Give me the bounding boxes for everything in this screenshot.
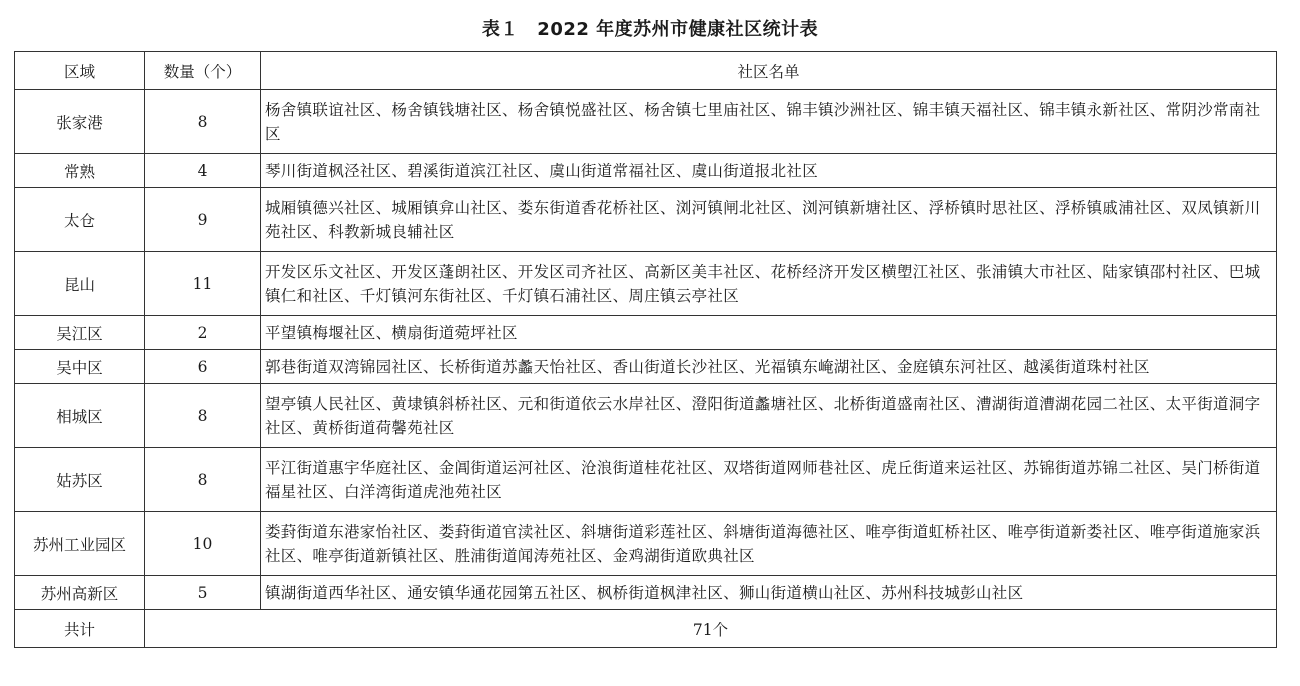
region-cell: 太仓 bbox=[15, 188, 145, 252]
table-row bbox=[15, 384, 1277, 448]
health-community-table bbox=[14, 51, 1277, 648]
table-row bbox=[15, 512, 1277, 576]
table-row bbox=[15, 576, 1277, 610]
table-row bbox=[15, 448, 1277, 512]
table-title: 表１ 2022 年度苏州市健康社区统计表 bbox=[481, 19, 819, 40]
names-cell: 望亭镇人民社区、黄埭镇斜桥社区、元和街道依云水岸社区、澄阳街道蠡塘社区、北桥街道盛南社区、漕湖街道漕湖花园二社区、太平街道洞字社区、黄桥街道荷馨苑社区 bbox=[261, 384, 1277, 448]
region-cell: 苏州高新区 bbox=[15, 576, 145, 610]
names-cell: 镇湖街道西华社区、通安镇华通花园第五社区、枫桥街道枫津社区、狮山街道横山社区、苏州科技城彭山社区 bbox=[261, 576, 1277, 610]
names-cell: 平江街道惠宇华庭社区、金阊街道运河社区、沧浪街道桂花社区、双塔街道网师巷社区、虎丘街道来运社区、苏锦街道苏锦二社区、吴门桥街道福星社区、白洋湾街道虎池苑社区 bbox=[261, 448, 1277, 512]
total-label: 共计 bbox=[15, 610, 145, 648]
count-cell: 6 bbox=[145, 350, 261, 384]
count-cell: 4 bbox=[145, 154, 261, 188]
count-cell: 11 bbox=[145, 252, 261, 316]
region-cell: 吴江区 bbox=[15, 316, 145, 350]
names-cell: 琴川街道枫泾社区、碧溪街道滨江社区、虞山街道常福社区、虞山街道报北社区 bbox=[261, 154, 1277, 188]
count-cell: 8 bbox=[145, 448, 261, 512]
count-cell: 10 bbox=[145, 512, 261, 576]
names-cell: 开发区乐文社区、开发区蓬朗社区、开发区司齐社区、高新区美丰社区、花桥经济开发区横塱江社区、张浦镇大市社区、陆家镇邵村社区、巴城镇仁和社区、千灯镇河东街社区、千灯镇石浦社区、周庄镇云亭社区 bbox=[261, 252, 1277, 316]
total-value: 71个 bbox=[145, 610, 1277, 648]
header-count: 数量（个） bbox=[145, 52, 261, 90]
region-cell: 常熟 bbox=[15, 154, 145, 188]
total-row bbox=[15, 610, 1277, 648]
table-row bbox=[15, 154, 1277, 188]
count-cell: 8 bbox=[145, 384, 261, 448]
region-cell: 昆山 bbox=[15, 252, 145, 316]
names-cell: 城厢镇德兴社区、城厢镇弇山社区、娄东街道香花桥社区、浏河镇闸北社区、浏河镇新塘社区、浮桥镇时思社区、浮桥镇戚浦社区、双凤镇新川苑社区、科教新城良辅社区 bbox=[261, 188, 1277, 252]
count-cell: 9 bbox=[145, 188, 261, 252]
header-row bbox=[15, 52, 1277, 90]
table-row bbox=[15, 350, 1277, 384]
region-cell: 苏州工业园区 bbox=[15, 512, 145, 576]
region-cell: 相城区 bbox=[15, 384, 145, 448]
count-cell: 5 bbox=[145, 576, 261, 610]
header-region: 区域 bbox=[15, 52, 145, 90]
names-cell: 郭巷街道双湾锦园社区、长桥街道苏蠡天怡社区、香山街道长沙社区、光福镇东崦湖社区、金庭镇东河社区、越溪街道珠村社区 bbox=[261, 350, 1277, 384]
header-names: 社区名单 bbox=[261, 52, 1277, 90]
table-row bbox=[15, 252, 1277, 316]
table-row bbox=[15, 90, 1277, 154]
region-cell: 吴中区 bbox=[15, 350, 145, 384]
count-cell: 8 bbox=[145, 90, 261, 154]
count-cell: 2 bbox=[145, 316, 261, 350]
names-cell: 娄葑街道东港家怡社区、娄葑街道官渎社区、斜塘街道彩莲社区、斜塘街道海德社区、唯亭街道虹桥社区、唯亭街道新娄社区、唯亭街道施家浜社区、唯亭街道新镇社区、胜浦街道闻涛苑社区、金鸡湖街道欧典社区 bbox=[261, 512, 1277, 576]
names-cell: 杨舍镇联谊社区、杨舍镇钱塘社区、杨舍镇悦盛社区、杨舍镇七里庙社区、锦丰镇沙洲社区、锦丰镇天福社区、锦丰镇永新社区、常阴沙常南社区 bbox=[261, 90, 1277, 154]
table-row bbox=[15, 316, 1277, 350]
names-cell: 平望镇梅堰社区、横扇街道菀坪社区 bbox=[261, 316, 1277, 350]
table-row bbox=[15, 188, 1277, 252]
region-cell: 张家港 bbox=[15, 90, 145, 154]
region-cell: 姑苏区 bbox=[15, 448, 145, 512]
